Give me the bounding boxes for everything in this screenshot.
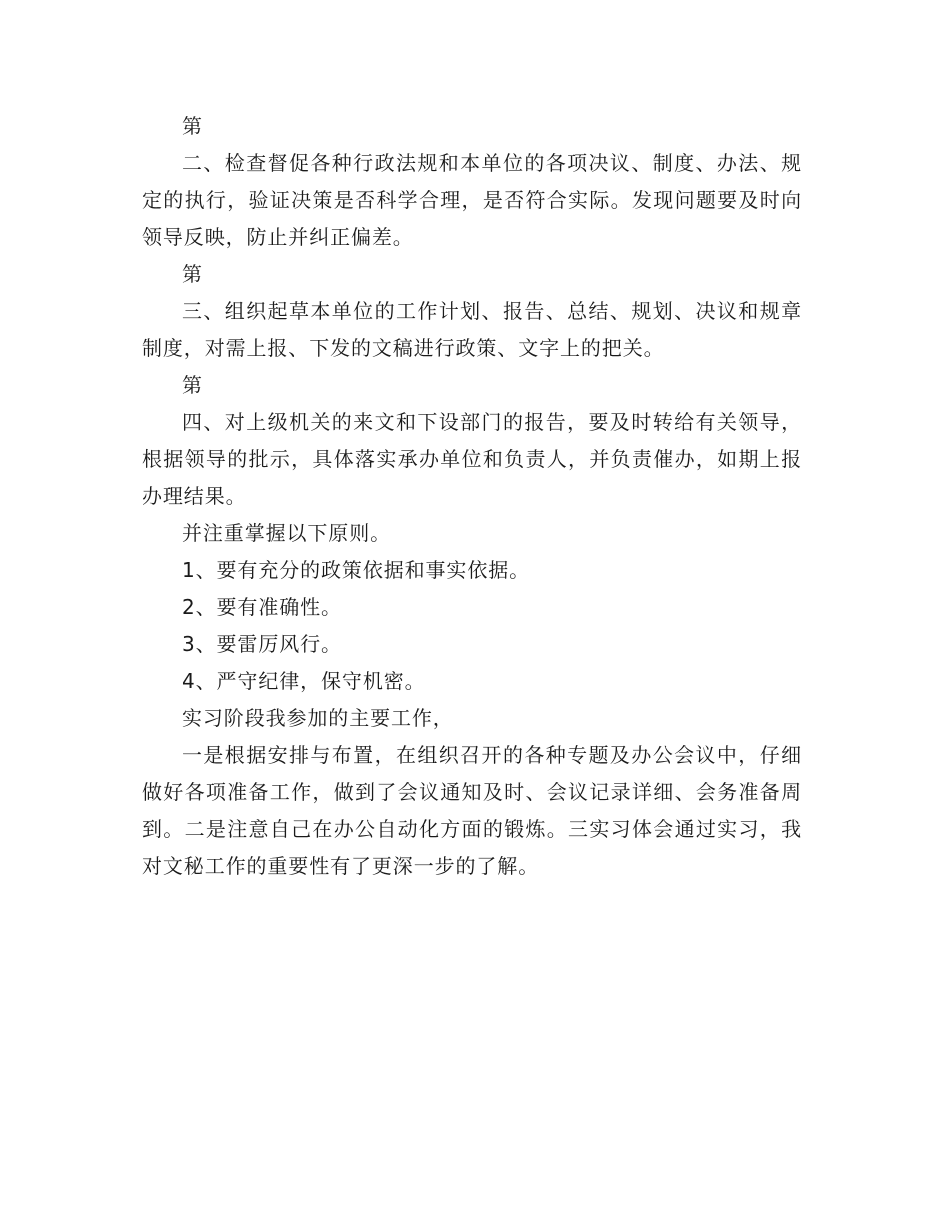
document-body: [142, 108, 802, 885]
paragraph-item-2: 二、检查督促各种行政法规和本单位的各项决议、制度、办法、规定的执行，验证决策是否科学合理，是否符合实际。发现问题要及时向领导反映，防止并纠正偏差。: [142, 151, 802, 249]
paragraph-principle-4: 4、严守纪律，保守机密。: [182, 669, 426, 693]
paragraph-item-3: 三、组织起草本单位的工作计划、报告、总结、规划、决议和规章制度，对需上报、下发的文稿进行政策、文字上的把关。: [142, 299, 802, 360]
paragraph-heading-3: 第: [182, 262, 203, 286]
paragraph-heading-4: 第: [182, 373, 203, 397]
paragraph-principles-intro: 并注重掌握以下原则。: [182, 521, 391, 545]
paragraph-principle-2: 2、要有准确性。: [182, 595, 342, 619]
paragraph-principle-1: 1、要有充分的政策依据和事实依据。: [182, 558, 531, 582]
paragraph-principle-3: 3、要雷厉风行。: [182, 632, 342, 656]
paragraph-heading-2: 第: [182, 114, 203, 138]
paragraph-work-detail: 一是根据安排与布置，在组织召开的各种专题及办公会议中，仔细做好各项准备工作，做到了会议通知及时、会议记录详细、会务准备周到。二是注意自己在办公自动化方面的锻炼。三实习体会通过实习，我对文秘工作的重要性有了更深一步的了解。: [142, 743, 802, 878]
paragraph-work-intro: 实习阶段我参加的主要工作，: [182, 706, 454, 730]
paragraph-item-4: 四、对上级机关的来文和下设部门的报告，要及时转给有关领导，根据领导的批示，具体落实承办单位和负责人，并负责催办，如期上报办理结果。: [142, 410, 802, 508]
